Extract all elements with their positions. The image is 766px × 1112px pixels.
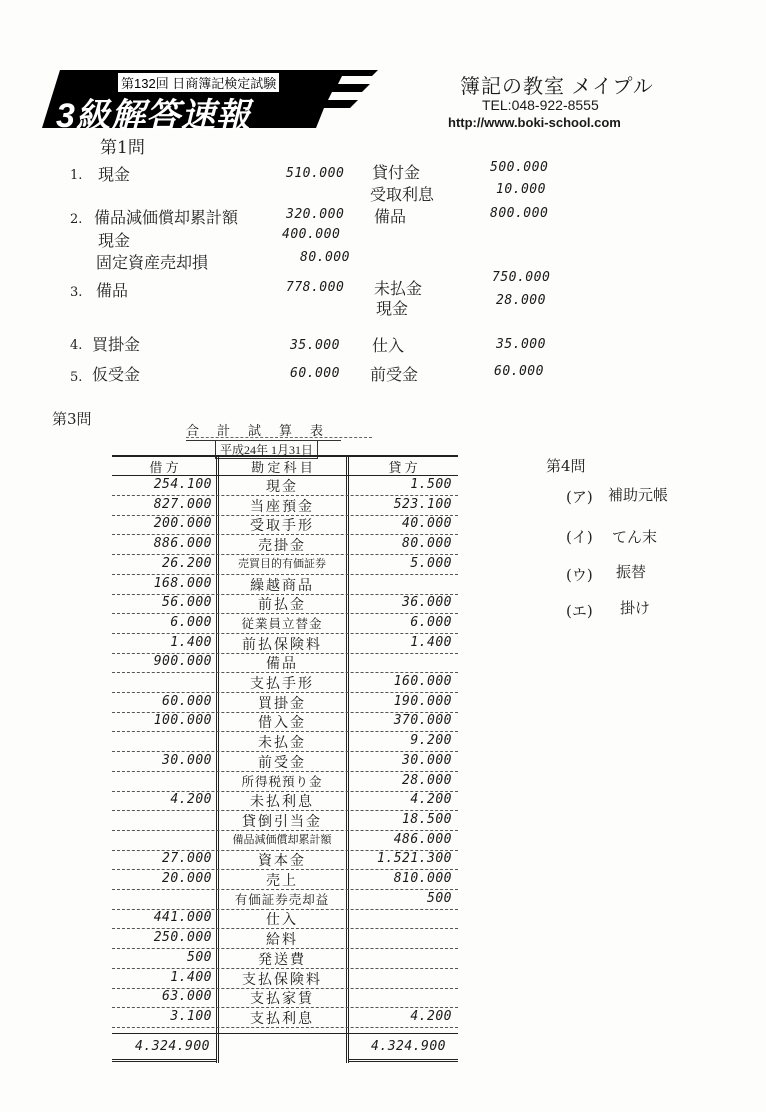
- account-cell: 備品: [266, 656, 298, 672]
- credit-cell: 36.000: [402, 595, 452, 610]
- credit-cell: 4.200: [410, 792, 452, 807]
- q4-answer-label: (ウ): [566, 566, 593, 584]
- q4-answer: 振替: [616, 563, 647, 581]
- q1-debit-amount: 60.000: [290, 366, 340, 381]
- q1-credit-account: 前受金: [370, 365, 419, 384]
- credit-cell: 1.500: [410, 477, 452, 492]
- debit-cell: 441.000: [153, 910, 212, 925]
- debit-cell: 27.000: [162, 851, 212, 866]
- account-cell: 買掛金: [258, 696, 306, 712]
- q1-debit-account: 固定資産売却損: [96, 253, 209, 272]
- total-rule: [112, 1033, 458, 1034]
- credit-cell: 9.200: [410, 733, 452, 748]
- row-rule: [112, 1027, 458, 1028]
- debit-cell: 4.200: [170, 792, 212, 807]
- account-cell: 仕入: [266, 912, 298, 928]
- account-cell: 支払利息: [250, 1011, 314, 1027]
- debit-cell: 20.000: [162, 871, 212, 886]
- account-cell: 支払手形: [250, 676, 314, 692]
- header-account: 勘 定 科 目: [251, 460, 313, 475]
- q1-debit-account: 備品減価償却累計額: [94, 208, 239, 227]
- q4-answer: 掛け: [620, 599, 651, 617]
- account-cell: 前受金: [258, 755, 306, 771]
- q1-debit-account: 現金: [98, 231, 131, 250]
- debit-cell: 900.000: [153, 654, 212, 669]
- account-cell: 備品減価償却累計額: [232, 833, 332, 846]
- credit-cell: 1.400: [410, 635, 452, 650]
- account-cell: 未払利息: [250, 794, 314, 810]
- q1-credit-account: 仕入: [372, 336, 405, 355]
- header-credit: 貸 方: [388, 460, 418, 475]
- header-banner: [42, 70, 378, 135]
- debit-cell: 254.100: [153, 477, 212, 492]
- title-rule: [186, 437, 372, 438]
- q3-title: 第3問: [52, 410, 92, 428]
- account-cell: 未払金: [258, 735, 306, 751]
- account-cell: 売買目的有価証券: [238, 557, 326, 570]
- q1-credit-amount: 35.000: [496, 337, 546, 352]
- q1-credit-account: 貸付金: [372, 163, 421, 182]
- banner-title: 3級解答速報: [56, 97, 251, 135]
- trial-balance-table: [112, 455, 458, 1055]
- account-cell: 従業員立替金: [241, 616, 323, 631]
- q1-credit-account: 未払金: [374, 279, 423, 298]
- q1-title: 第1問: [100, 138, 145, 158]
- debit-cell: 168.000: [153, 576, 212, 591]
- credit-cell: 28.000: [402, 773, 452, 788]
- debit-cell: 1.400: [170, 635, 212, 650]
- debit-cell: 500: [187, 950, 212, 965]
- table-title: 合計試算表: [186, 420, 341, 441]
- q1-entry-no: 4.: [70, 338, 83, 353]
- header-debit: 借 方: [149, 460, 179, 475]
- debit-cell: 63.000: [162, 989, 212, 1004]
- account-cell: 有価証券売却益: [234, 892, 330, 907]
- debit-cell: 250.000: [153, 930, 212, 945]
- debit-cell: 1.400: [170, 970, 212, 985]
- website-url[interactable]: http://www.boki-school.com: [448, 115, 621, 130]
- q1-credit-amount: 500.000: [490, 160, 549, 175]
- total-credit: 4.324.900: [371, 1039, 446, 1054]
- credit-cell: 486.000: [393, 832, 452, 847]
- credit-cell: 40.000: [402, 516, 452, 531]
- account-cell: 当座預金: [250, 499, 314, 515]
- debit-cell: 200.000: [153, 516, 212, 531]
- phone-number: TEL:048-922-8555: [482, 97, 599, 113]
- debit-cell: 886.000: [153, 536, 212, 551]
- table-body: [112, 477, 458, 1029]
- q1-credit-amount: 10.000: [496, 182, 546, 197]
- q1-credit-account: 受取利息: [370, 185, 435, 204]
- account-cell: 支払家賃: [250, 991, 314, 1007]
- table-date: 平成24年 1月31日: [215, 440, 318, 459]
- q1-debit-amount: 35.000: [290, 338, 340, 353]
- credit-cell: 30.000: [402, 753, 452, 768]
- account-cell: 売掛金: [258, 538, 306, 554]
- q1-entry-no: 3.: [70, 285, 83, 300]
- credit-cell: 810.000: [393, 871, 452, 886]
- credit-cell: 6.000: [410, 615, 452, 630]
- q1-credit-account: 現金: [376, 299, 409, 318]
- q4-answer: てん末: [612, 528, 658, 546]
- debit-cell: 56.000: [162, 595, 212, 610]
- credit-cell: 500: [427, 891, 452, 906]
- debit-cell: 827.000: [153, 497, 212, 512]
- credit-cell: 1.521.300: [377, 851, 452, 866]
- account-cell: 資本金: [258, 853, 306, 869]
- banner-subtitle: 第132回 日商簿記検定試験: [118, 73, 279, 92]
- total-debit: 4.324.900: [135, 1039, 210, 1054]
- q4-answer: 補助元帳: [608, 486, 669, 504]
- q1-entry-no: 5.: [70, 370, 83, 385]
- debit-cell: 3.100: [170, 1009, 212, 1024]
- credit-cell: 4.200: [410, 1009, 452, 1024]
- debit-cell: 100.000: [153, 713, 212, 728]
- q4-answer-label: (エ): [566, 602, 593, 620]
- account-cell: 繰越商品: [250, 578, 314, 594]
- q1-credit-amount: 800.000: [490, 206, 549, 221]
- credit-cell: 370.000: [393, 713, 452, 728]
- account-cell: 給料: [266, 932, 298, 948]
- credit-cell: 5.000: [410, 556, 452, 571]
- credit-cell: 190.000: [393, 694, 452, 709]
- q1-debit-amount: 320.000: [286, 207, 345, 222]
- q1-debit-amount: 778.000: [286, 280, 345, 295]
- account-cell: 売上: [266, 873, 298, 889]
- account-cell: 前払保険料: [242, 637, 322, 653]
- q1-debit-account: 備品: [96, 281, 129, 300]
- credit-cell: 80.000: [402, 536, 452, 551]
- debit-cell: 26.200: [162, 556, 212, 571]
- q1-credit-amount: 60.000: [494, 364, 544, 379]
- q1-debit-account: 現金: [98, 165, 131, 184]
- q1-debit-amount: 80.000: [300, 250, 350, 265]
- credit-cell: 523.100: [393, 497, 452, 512]
- q1-debit-amount: 510.000: [286, 166, 345, 181]
- debit-cell: 6.000: [170, 615, 212, 630]
- debit-cell: 30.000: [162, 753, 212, 768]
- double-rule: [348, 1059, 458, 1062]
- account-cell: 借入金: [258, 715, 306, 731]
- q1-debit-account: 仮受金: [92, 365, 141, 384]
- account-cell: 貸倒引当金: [242, 814, 322, 830]
- q1-debit-account: 買掛金: [92, 335, 141, 354]
- debit-cell: 60.000: [162, 694, 212, 709]
- q1-entry-no: 1.: [70, 168, 83, 183]
- account-cell: 発送費: [258, 952, 306, 968]
- school-name: 簿記の教室 メイプル: [460, 76, 654, 98]
- q1-credit-amount: 750.000: [492, 270, 551, 285]
- account-cell: 現金: [266, 479, 298, 495]
- q4-title: 第4問: [546, 457, 586, 475]
- credit-cell: 18.500: [402, 812, 452, 827]
- account-cell: 前払金: [258, 597, 306, 613]
- q1-credit-account: 備品: [374, 207, 407, 226]
- q1-entry-no: 2.: [70, 212, 83, 227]
- account-cell: 受取手形: [250, 518, 314, 534]
- credit-cell: 160.000: [393, 674, 452, 689]
- q1-credit-amount: 28.000: [496, 293, 546, 308]
- account-cell: 所得税預り金: [241, 774, 323, 789]
- q1-debit-amount: 400.000: [282, 227, 341, 242]
- double-rule: [112, 1059, 216, 1062]
- account-cell: 支払保険料: [242, 972, 322, 988]
- q4-answer-label: (ア): [566, 488, 593, 506]
- q4-answer-label: (イ): [566, 528, 593, 546]
